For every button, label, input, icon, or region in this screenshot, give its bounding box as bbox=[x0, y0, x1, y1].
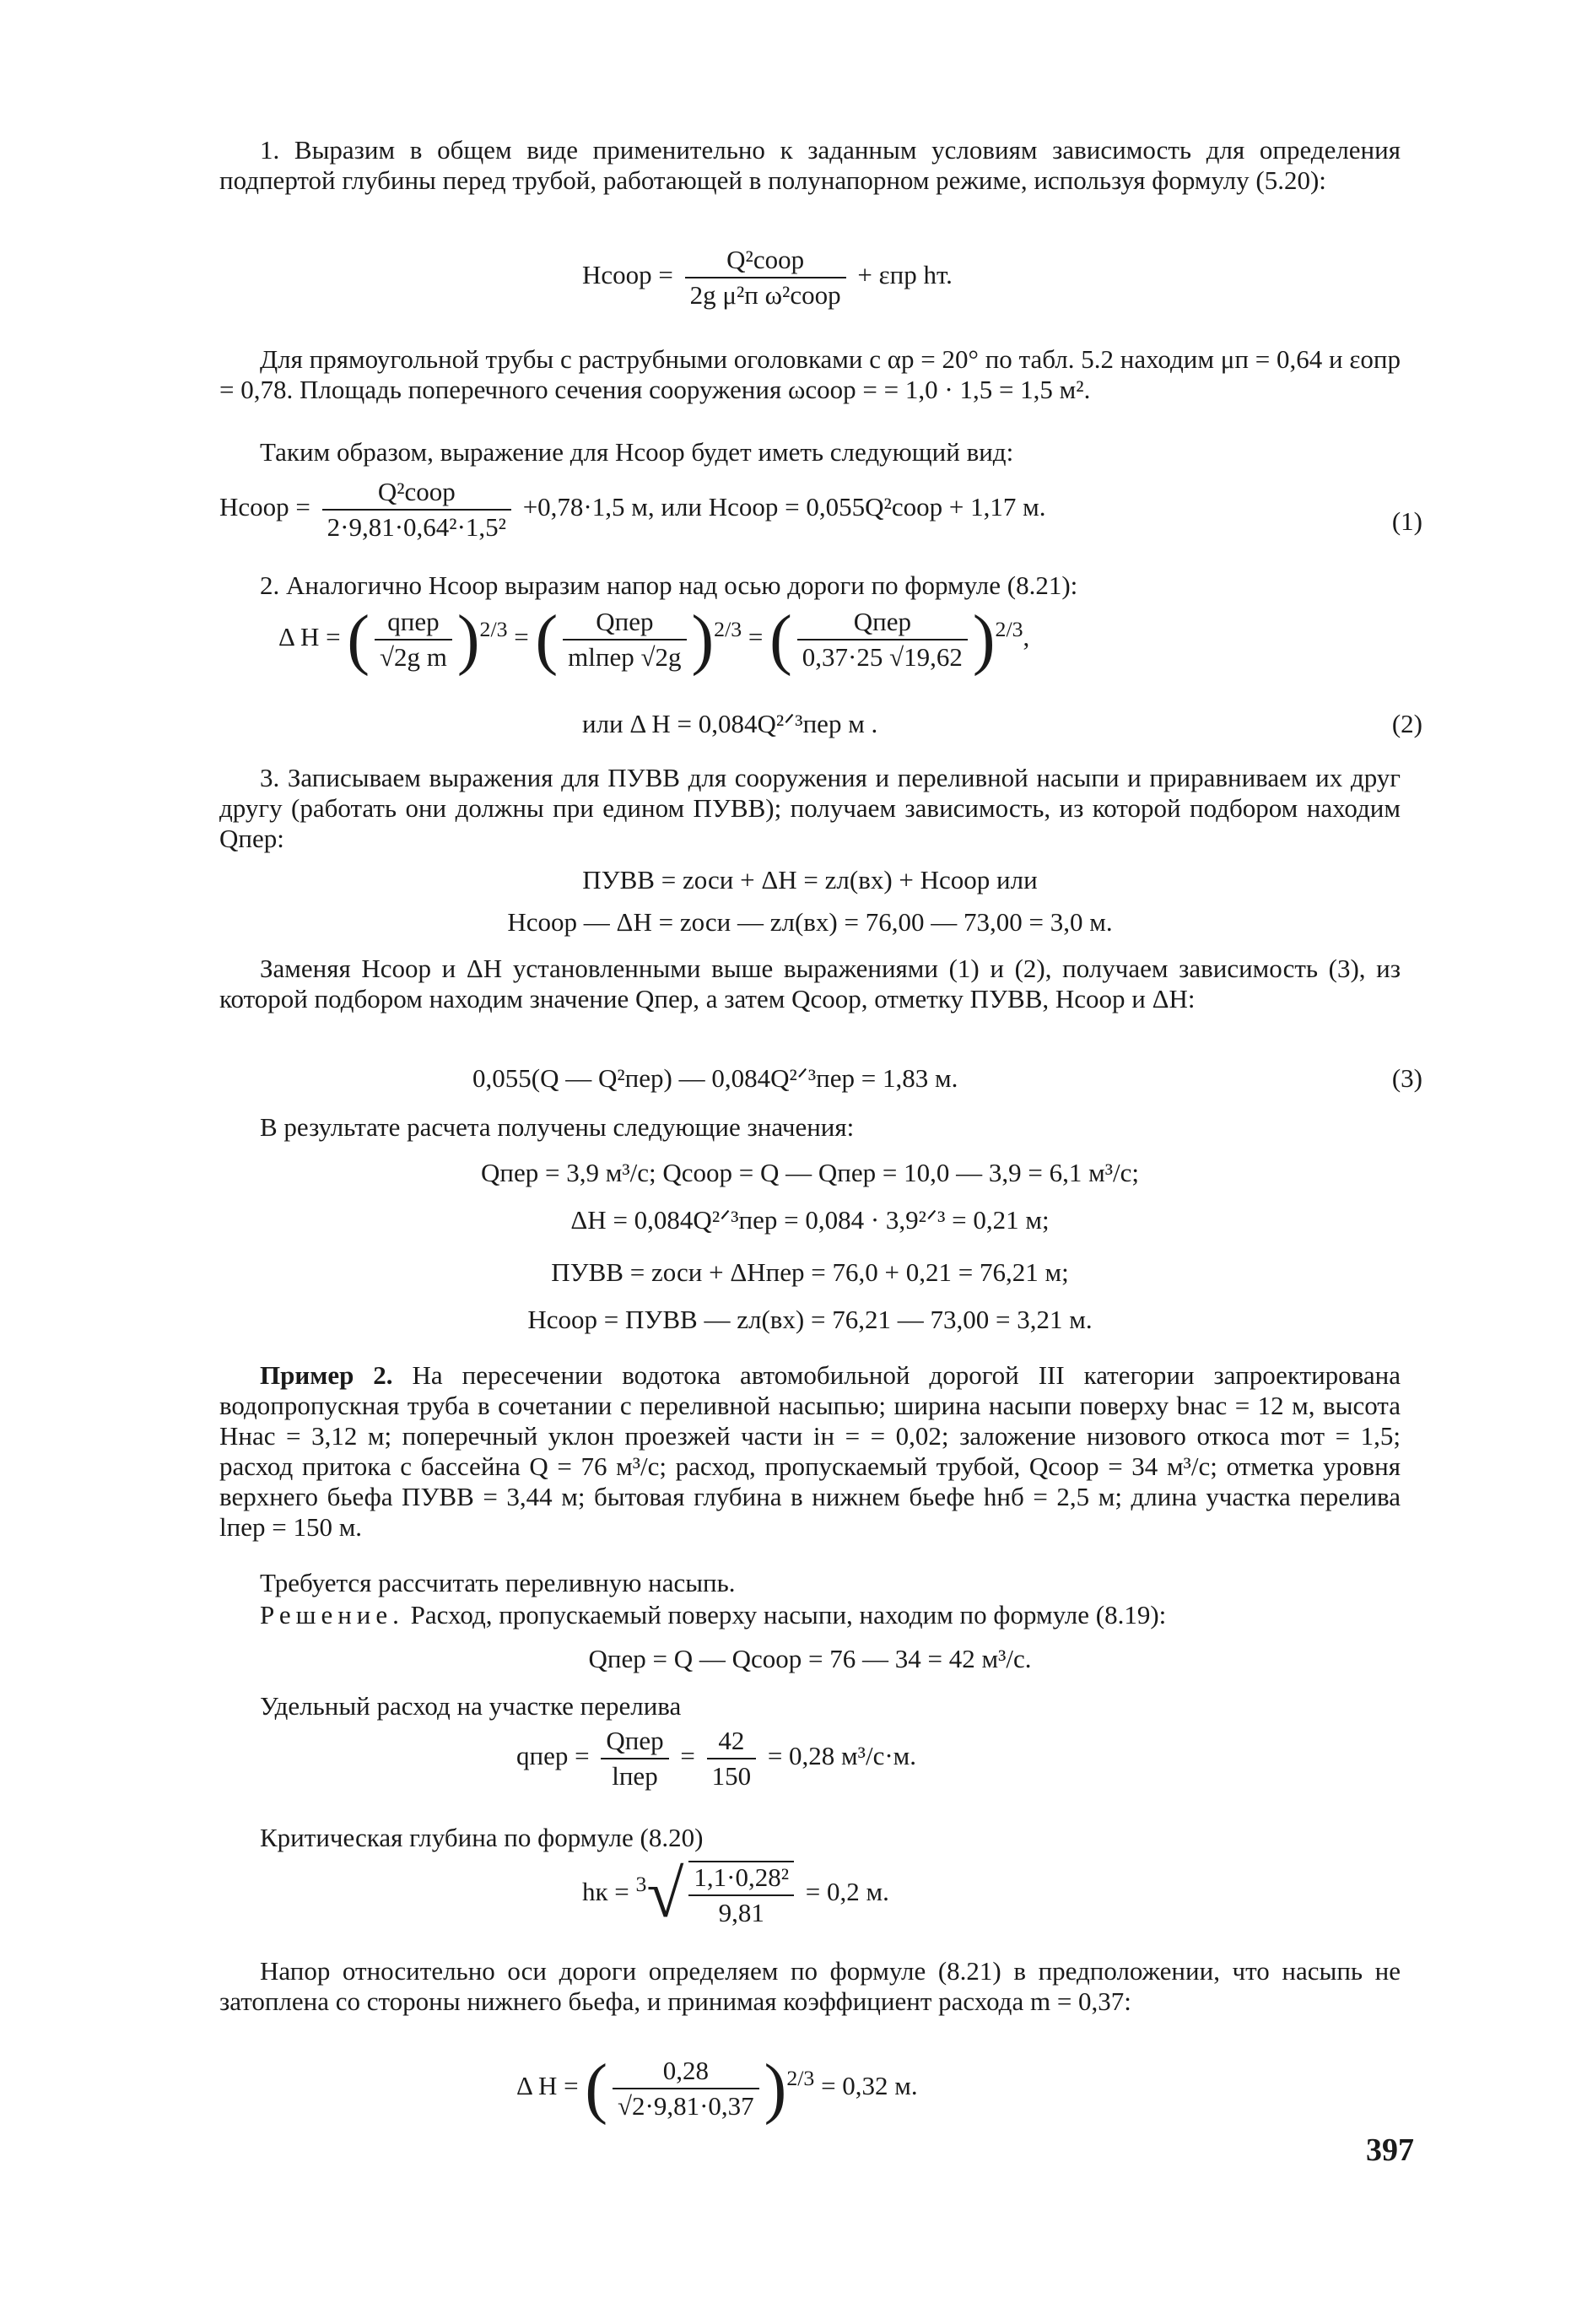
equation-q-per: Qпер = Q — Qсоор = 76 — 34 = 42 м³/с. bbox=[588, 1644, 1032, 1673]
section-3-text: 3. Записываем выражения для ПУВВ для сооружения и переливной насыпи и приравниваем их друг другу (работать они должны при едином ПУВВ); получаем зависимость, из которой подбором находим Qпер: bbox=[219, 763, 1401, 853]
exponent: 2/3 bbox=[786, 2065, 815, 2090]
fraction-denominator: lпер bbox=[612, 1761, 658, 1791]
exponent: 2/3 bbox=[995, 616, 1023, 641]
fraction bbox=[685, 245, 846, 311]
results-intro: В результате расчета получены следующие значения: bbox=[260, 1112, 855, 1142]
equals-sign: = bbox=[680, 1741, 695, 1771]
eq-lhs: qпер = bbox=[516, 1741, 590, 1771]
eq-lhs: Hсоор = bbox=[582, 260, 673, 290]
fraction-numerator: 0,28 bbox=[613, 2056, 759, 2089]
exponent: 2/3 bbox=[714, 616, 742, 641]
example-2-label: Пример 2. bbox=[260, 1360, 393, 1390]
fraction bbox=[797, 607, 968, 673]
fraction bbox=[688, 1861, 794, 1928]
left-paren: ( bbox=[347, 603, 370, 677]
equals-sign: = bbox=[748, 622, 764, 652]
equation-delta-h bbox=[516, 2051, 918, 2126]
fraction-denominator: 2g μ²п ω²соор bbox=[689, 280, 841, 310]
eq-lhs: hк = bbox=[582, 1877, 629, 1907]
fraction-denominator: √2g m bbox=[380, 642, 447, 672]
fraction-denominator: 9,81 bbox=[718, 1898, 764, 1927]
left-paren: ( bbox=[769, 603, 792, 677]
fraction bbox=[613, 2056, 759, 2121]
result-h-soor: Hсоор = ПУВВ — zл(вх) = 76,21 — 73,00 = 3,21 м. bbox=[527, 1305, 1093, 1334]
left-paren: ( bbox=[535, 603, 559, 677]
eq-tail: = 0,2 м. bbox=[805, 1877, 889, 1907]
equation-number-1: (1) bbox=[1391, 506, 1422, 536]
equation-puvv: ПУВВ = zоси + ΔH = zл(вх) + Hсоор или bbox=[582, 865, 1038, 894]
critical-depth-text: Критическая глубина по формуле (8.20) bbox=[260, 1823, 704, 1852]
eq-tail: + εпр hт. bbox=[857, 260, 953, 290]
equation-specific-discharge bbox=[516, 1726, 916, 1792]
solution-text: Расход, пропускаемый поверху насыпи, находим по формуле (8.19): bbox=[410, 1600, 1167, 1630]
fraction-denominator: √2·9,81·0,37 bbox=[618, 2091, 754, 2121]
eq-tail: = 0,28 м³/с·м. bbox=[767, 1741, 917, 1771]
fraction-numerator: 42 bbox=[707, 1726, 757, 1759]
equation-critical-depth bbox=[582, 1857, 889, 1932]
equation-number-3: (3) bbox=[1391, 1063, 1422, 1093]
right-paren: ) bbox=[691, 603, 715, 677]
solution-line bbox=[219, 1600, 1401, 1630]
eq-lhs: Δ H = bbox=[278, 622, 341, 652]
right-paren: ) bbox=[972, 603, 996, 677]
equals-sign: = bbox=[514, 622, 529, 652]
fraction bbox=[707, 1726, 757, 1792]
fraction-numerator: Qпер bbox=[797, 607, 968, 640]
requirement: Требуется рассчитать переливную насыпь. bbox=[260, 1568, 736, 1597]
specific-discharge-text: Удельный расход на участке перелива bbox=[260, 1691, 682, 1721]
fraction-numerator: 1,1·0,28² bbox=[688, 1862, 794, 1896]
equation-h-minus-dh: Hсоор — ΔH = zоси — zл(вх) = 76,00 — 73,00 = 3,0 м. bbox=[507, 907, 1113, 937]
fraction-denominator: 0,37·25 √19,62 bbox=[802, 642, 963, 672]
solution-label: Решение. bbox=[260, 1600, 404, 1630]
eq-tail: +0,78·1,5 м, или Hсоор = 0,055Q²соор + 1,17 м. bbox=[522, 492, 1046, 522]
eq-lhs: Δ H = bbox=[516, 2071, 579, 2101]
root-index: 3 bbox=[635, 1871, 647, 1896]
fraction-denominator: 150 bbox=[711, 1761, 752, 1791]
example-2-paragraph bbox=[219, 1360, 1401, 1543]
eq-tail: = 0,32 м. bbox=[821, 2071, 918, 2101]
radical-sign: √ bbox=[646, 1857, 684, 1932]
section-1-intro: 1. Выразим в общем виде применительно к заданным условиям зависимость для определения подпертой глубины перед трубой, работающей в полунапорном режиме, используя формулу (5.20): bbox=[219, 135, 1401, 195]
right-paren: ) bbox=[764, 2051, 787, 2126]
equation-h-soor-general bbox=[582, 245, 953, 311]
equation-1 bbox=[219, 477, 1045, 543]
fraction-numerator: qпер bbox=[375, 607, 452, 640]
result-puvv: ПУВВ = zоси + ΔHпер = 76,0 + 0,21 = 76,21 м; bbox=[551, 1257, 1069, 1287]
example-2-text: На пересечении водотока автомобильной дорогой III категории запроектирована водопропускная труба в сочетании с переливной насыпью; ширина насыпи поверху bнас = 12 м, высота Hнас = 3,12 м; поперечный уклон проезжей части iн = = 0,02; заложение низового откоса mот = 1,5; расход притока с бассейна Q = 76 м³/с; расход, пропускаемый трубой, Qсоор = 34 м³/с; отметка уровня верхнего бьефа ПУВВ = 3,44 м; бытовая глубина в нижнем бьефе hнб = 2,5 м; длина участка перелива lпер = 150 м. bbox=[219, 1360, 1401, 1542]
fraction bbox=[601, 1726, 668, 1792]
fraction-numerator: Q²соор bbox=[685, 245, 846, 278]
exponent: 2/3 bbox=[479, 616, 508, 641]
section-3-replace: Заменяя Hсоор и ΔH установленными выше выражениями (1) и (2), получаем зависимость (3), из которой подбором находим значение Qпер, а затем Qсоор, отметку ПУВВ, Hсоор и ΔH: bbox=[219, 954, 1401, 1013]
section-2-text: 2. Аналогично Hсоор выразим напор над осью дороги по формуле (8.21): bbox=[260, 570, 1078, 600]
fraction-numerator: Qпер bbox=[601, 1726, 668, 1759]
fraction bbox=[322, 477, 511, 543]
fraction-numerator: Qпер bbox=[563, 607, 686, 640]
left-paren: ( bbox=[585, 2051, 607, 2126]
equation-delta-h-forms bbox=[278, 603, 1030, 677]
fraction-denominator: 2·9,81·0,64²·1,5² bbox=[327, 512, 506, 542]
head-text: Напор относительно оси дороги определяем по формуле (8.21) в предположении, что насыпь не затоплена со стороны нижнего бьефа, и принимая коэффициент расхода m = 0,37: bbox=[219, 1956, 1401, 2016]
paragraph-thus: Таким образом, выражение для Hсоор будет иметь следующий вид: bbox=[260, 437, 1014, 467]
result-q: Qпер = 3,9 м³/с; Qсоор = Q — Qпер = 10,0 — 3,9 = 6,1 м³/с; bbox=[481, 1158, 1139, 1187]
equation-2: или Δ H = 0,084Q²ᐟ³пер м . bbox=[582, 709, 878, 738]
equation-number-2: (2) bbox=[1391, 709, 1422, 738]
result-dh: ΔH = 0,084Q²ᐟ³пер = 0,084 · 3,9²ᐟ³ = 0,21 м; bbox=[570, 1205, 1050, 1235]
page-number: 397 bbox=[1366, 2132, 1414, 2168]
fraction-denominator: mlпер √2g bbox=[568, 642, 682, 672]
fraction-numerator: Q²соор bbox=[322, 477, 511, 511]
right-paren: ) bbox=[456, 603, 480, 677]
equation-3: 0,055(Q — Q²пер) — 0,084Q²ᐟ³пер = 1,83 м. bbox=[472, 1063, 958, 1093]
fraction bbox=[563, 607, 686, 673]
eq-lhs: Hсоор = bbox=[219, 492, 310, 522]
paragraph-rect-pipe: Для прямоугольной трубы с раструбными оголовками с αр = 20° по табл. 5.2 находим μп = 0,64 и εопр = 0,78. Площадь поперечного сечения сооружения ωсоор = = 1,0 · 1,5 = 1,5 м². bbox=[219, 344, 1401, 404]
fraction bbox=[375, 607, 452, 673]
comma: , bbox=[1023, 622, 1030, 652]
